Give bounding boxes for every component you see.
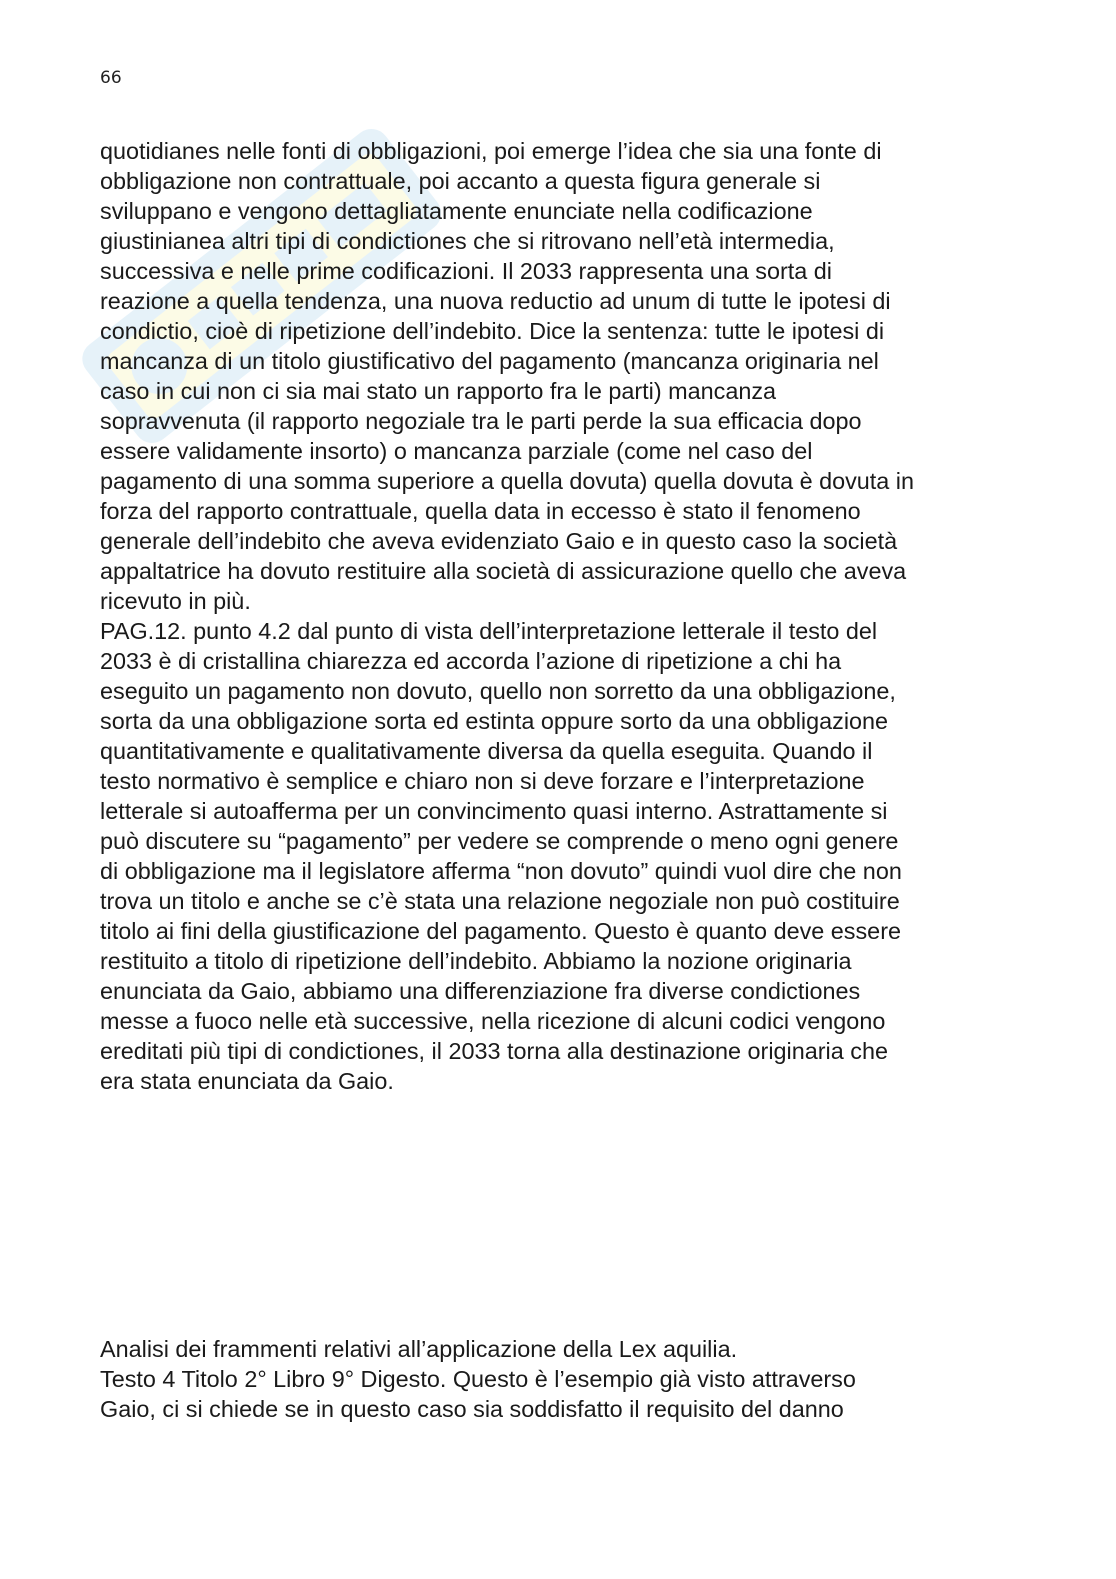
text-line: trova un titolo e anche se c’è stata una relazione negoziale non può costituire [100, 888, 900, 914]
text-line: ricevuto in più. [100, 588, 251, 614]
text-line: sorta da una obbligazione sorta ed estinta oppure sorto da una obbligazione [100, 708, 889, 734]
text-line: sviluppano e vengono dettagliatamente enunciate nella codificazione [100, 198, 813, 224]
body-paragraph [100, 136, 1030, 1096]
text-line: restituito a titolo di ripetizione dell’indebito. Abbiamo la nozione originaria [100, 948, 852, 974]
text-line: mancanza di un titolo giustificativo del pagamento (mancanza originaria nel [100, 348, 879, 374]
text-line: ereditati più tipi di condictiones, il 2033 torna alla destinazione originaria che [100, 1038, 888, 1064]
text-line: forza del rapporto contrattuale, quella data in eccesso è stato il fenomeno [100, 498, 861, 524]
text-line: appaltatrice ha dovuto restituire alla società di assicurazione quello che aveva [100, 558, 907, 584]
text-line: quotidianes nelle fonti di obbligazioni, poi emerge l’idea che sia una fonte di [100, 138, 882, 164]
section-heading: Analisi dei frammenti relativi all’applicazione della Lex aquilia. [100, 1336, 738, 1362]
text-line: 2033 è di cristallina chiarezza ed accorda l’azione di ripetizione a chi ha [100, 648, 842, 674]
text-line: di obbligazione ma il legislatore afferma “non dovuto” quindi vuol dire che non [100, 858, 902, 884]
text-line: successiva e nelle prime codificazioni. Il 2033 rappresenta una sorta di [100, 258, 833, 284]
text-line: Testo 4 Titolo 2° Libro 9° Digesto. Questo è l’esempio già visto attraverso [100, 1366, 856, 1392]
text-line: generale dell’indebito che aveva evidenziato Gaio e in questo caso la società [100, 528, 898, 554]
text-line: titolo ai fini della giustificazione del pagamento. Questo è quanto deve essere [100, 918, 901, 944]
text-line: era stata enunciata da Gaio. [100, 1068, 394, 1094]
text-line: giustinianea altri tipi di condictiones che si ritrovano nell’età intermedia, [100, 228, 835, 254]
text-line: PAG.12. punto 4.2 dal punto di vista dell’interpretazione letterale il testo del [100, 618, 878, 644]
text-line: pagamento di una somma superiore a quella dovuta) quella dovuta è dovuta in [100, 468, 915, 494]
text-line: essere validamente insorto) o mancanza parziale (come nel caso del [100, 438, 813, 464]
text-line: enunciata da Gaio, abbiamo una differenziazione fra diverse condictiones [100, 978, 861, 1004]
text-line: Gaio, ci si chiede se in questo caso sia soddisfatto il requisito del danno [100, 1396, 844, 1422]
text-line: obbligazione non contrattuale, poi accanto a questa figura generale si [100, 168, 821, 194]
text-line: condictio, cioè di ripetizione dell’indebito. Dice la sentenza: tutte le ipotesi di [100, 318, 885, 344]
section-paragraph [100, 1334, 1030, 1424]
text-line: eseguito un pagamento non dovuto, quello non sorretto da una obbligazione, [100, 678, 896, 704]
text-line: sopravvenuta (il rapporto negoziale tra le parti perde la sua efficacia dopo [100, 408, 862, 434]
page-number: 66 [100, 68, 122, 88]
text-line: reazione a quella tendenza, una nuova reductio ad unum di tutte le ipotesi di [100, 288, 891, 314]
text-line: caso in cui non ci sia mai stato un rapporto fra le parti) mancanza [100, 378, 777, 404]
text-line: quantitativamente e qualitativamente diversa da quella eseguita. Quando il [100, 738, 873, 764]
text-line: letterale si autoafferma per un convincimento quasi interno. Astrattamente si [100, 798, 888, 824]
text-line: messe a fuoco nelle età successive, nella ricezione di alcuni codici vengono [100, 1008, 886, 1034]
text-line: testo normativo è semplice e chiaro non si deve forzare e l’interpretazione [100, 768, 865, 794]
text-line: può discutere su “pagamento” per vedere se comprende o meno ogni genere [100, 828, 899, 854]
